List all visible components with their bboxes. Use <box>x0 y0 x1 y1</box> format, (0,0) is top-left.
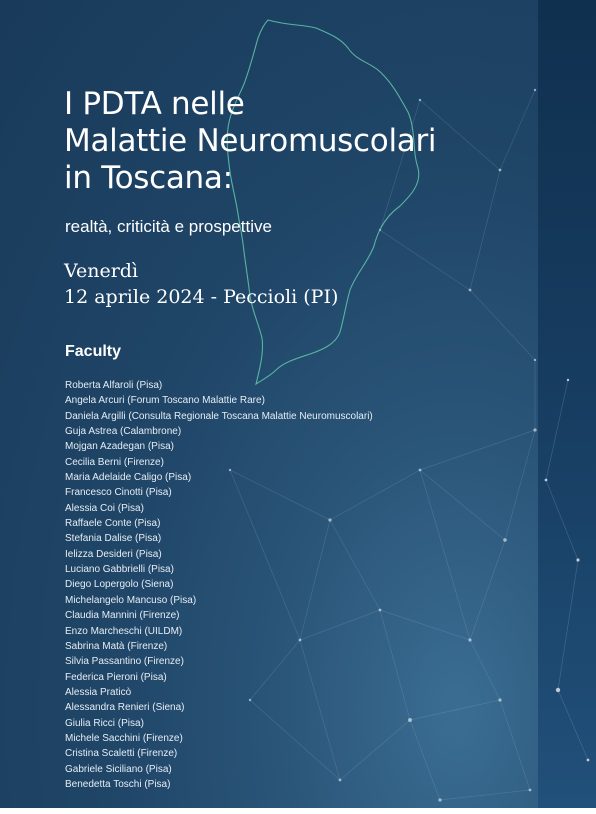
faculty-member: Diego Lopergolo (Siena) <box>65 579 174 591</box>
faculty-member: Francesco Cinotti (Pisa) <box>65 487 172 499</box>
faculty-member: Michelangelo Mancuso (Pisa) <box>65 594 197 606</box>
event-title <box>64 86 436 197</box>
faculty-member: Alessia Coi (Pisa) <box>65 502 144 514</box>
faculty-member: Sabrina Matà (Firenze) <box>65 640 168 652</box>
faculty-member: Guja Astrea (Calambrone) <box>65 426 182 438</box>
faculty-member: Benedetta Toschi (Pisa) <box>65 778 171 790</box>
faculty-member: Michele Sacchini (Firenze) <box>65 732 183 744</box>
side-network-decoration <box>538 0 596 808</box>
faculty-member: Angela Arcuri (Forum Toscano Malattie Rare) <box>65 395 265 407</box>
faculty-member: Federica Pieroni (Pisa) <box>65 671 167 683</box>
event-date-location: 12 aprile 2024 - Peccioli (PI) <box>64 286 339 308</box>
faculty-list <box>65 378 373 792</box>
faculty-member: Maria Adelaide Caligo (Pisa) <box>65 472 192 484</box>
faculty-member: Stefania Dalise (Pisa) <box>65 533 162 545</box>
faculty-member: Ielizza Desideri (Pisa) <box>65 548 162 560</box>
faculty-member: Cristina Scaletti (Firenze) <box>65 748 178 760</box>
faculty-member: Enzo Marcheschi (UILDM) <box>65 625 183 637</box>
event-day: Venerdì <box>64 260 139 282</box>
faculty-member: Silvia Passantino (Firenze) <box>65 656 184 668</box>
faculty-member: Giulia Ricci (Pisa) <box>65 717 144 729</box>
faculty-member: Luciano Gabbrielli (Pisa) <box>65 564 174 576</box>
faculty-member: Raffaele Conte (Pisa) <box>65 518 161 530</box>
faculty-member: Alessia Praticò <box>65 686 132 698</box>
tuscany-map-outline <box>227 20 419 384</box>
faculty-member: Alessandra Renieri (Siena) <box>65 702 185 714</box>
faculty-heading: Faculty <box>65 343 122 360</box>
cover-side-strip <box>538 0 596 808</box>
event-subtitle: realtà, criticità e prospettive <box>65 217 272 236</box>
faculty-member: Roberta Alfaroli (Pisa) <box>65 380 163 391</box>
event-title-line: in Toscana: <box>64 160 233 196</box>
event-title-line: Malattie Neuromuscolari <box>64 123 437 159</box>
event-title-line: I PDTA nelle <box>64 86 245 122</box>
event-date <box>64 258 338 310</box>
faculty-member: Daniela Argilli (Consulta Regionale Toscana Malattie Neuromuscolari) <box>65 410 373 422</box>
faculty-member: Mojgan Azadegan (Pisa) <box>65 441 174 453</box>
faculty-member: Gabriele Siciliano (Pisa) <box>65 763 172 775</box>
faculty-member: Claudia Mannini (Firenze) <box>65 610 180 622</box>
faculty-member: Cecilia Berni (Firenze) <box>65 456 164 468</box>
